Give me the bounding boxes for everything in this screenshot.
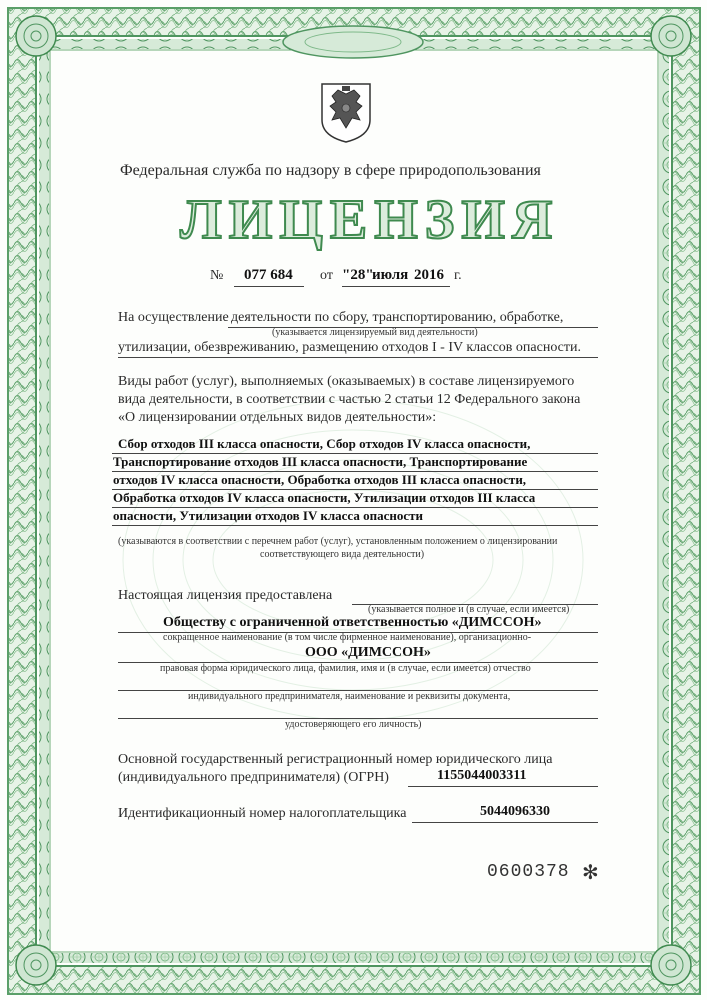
license-number: 077 684 — [244, 267, 293, 283]
date-suffix: г. — [454, 268, 462, 283]
inn-label: Идентификационный номер налогоплательщика — [118, 806, 407, 821]
number-underline — [234, 286, 304, 287]
inn-underline — [412, 822, 598, 823]
works-underline-5 — [112, 525, 598, 526]
works-intro-3: «О лицензировании отдельных видов деятельности»: — [118, 410, 437, 425]
licensee-hint-1: (указывается полное и (в случае, если имеется) — [368, 604, 570, 615]
licensee-full-name: Обществу с ограниченной ответственностью «ДИМССОН» — [163, 615, 542, 630]
works-list-5: опасности, Утилизации отходов IV класса опасности — [113, 508, 424, 523]
works-list-1: Сбор отходов III класса опасности, Сбор отходов IV класса опасности, — [118, 436, 531, 451]
licensee-short-name: ООО «ДИМССОН» — [305, 645, 431, 660]
activity-line-2: утилизации, обезвреживанию, размещению отходов I - IV классов опасности. — [118, 340, 581, 355]
date-month: июля — [372, 267, 409, 283]
agency-name: Федеральная служба по надзору в сфере природопользования — [120, 162, 541, 179]
works-list-4: Обработка отходов IV класса опасности, Утилизации отходов III класса — [113, 490, 536, 505]
date-day: "28" — [342, 267, 374, 283]
licensee-hint-3: правовая форма юридического лица, фамилия, имя и (в случае, если имеется) отчество — [160, 663, 531, 674]
document-title: ЛИЦЕНЗИЯ — [180, 189, 560, 251]
date-prefix: от — [320, 268, 333, 283]
licensee-label: Настоящая лицензия предоставлена — [118, 588, 333, 603]
date-year: 2016 — [414, 267, 444, 283]
licensee-hint-2: сокращенное наименование (в том числе фирменное наименование), организационно- — [163, 632, 532, 643]
inn-value: 5044096330 — [480, 804, 550, 819]
ogrn-label-2: (индивидуального предпринимателя) (ОГРН) — [118, 770, 389, 785]
activity-line-1: деятельности по сбору, транспортированию, обработке, — [231, 310, 564, 325]
date-underline — [342, 286, 450, 287]
works-hint-2: соответствующего вида деятельности) — [260, 549, 425, 560]
serial-number: 0600378 — [487, 862, 570, 882]
activity-hint: (указывается лицензируемый вид деятельности) — [272, 327, 478, 338]
works-hint-1: (указываются в соответствии с перечнем работ (услуг), установленным положением о лицензировании — [118, 536, 558, 547]
number-prefix: № — [210, 268, 224, 283]
ogrn-label-1: Основной государственный регистрационный номер юридического лица — [118, 752, 553, 767]
licensee-hint-4: индивидуального предпринимателя, наименование и реквизиты документа, — [188, 691, 511, 702]
licensee-hint-5: удостоверяющего его личность) — [285, 719, 422, 730]
works-intro-1: Виды работ (услуг), выполняемых (оказываемых) в составе лицензируемого — [118, 374, 575, 389]
ogrn-underline — [408, 786, 598, 787]
activity-underline-2 — [118, 357, 598, 358]
ogrn-value: 1155044003311 — [437, 768, 527, 783]
serial-mark-icon: ✻ — [582, 862, 599, 884]
works-list-2: Транспортирование отходов III класса опасности, Транспортирование — [113, 454, 528, 469]
works-list-3: отходов IV класса опасности, Обработка отходов III класса опасности, — [113, 472, 527, 487]
activity-label: На осуществление — [118, 310, 229, 325]
works-intro-2: вида деятельности, в соответствии с частью 2 статьи 12 Федерального закона — [118, 392, 581, 407]
coat-of-arms-icon — [318, 80, 374, 144]
